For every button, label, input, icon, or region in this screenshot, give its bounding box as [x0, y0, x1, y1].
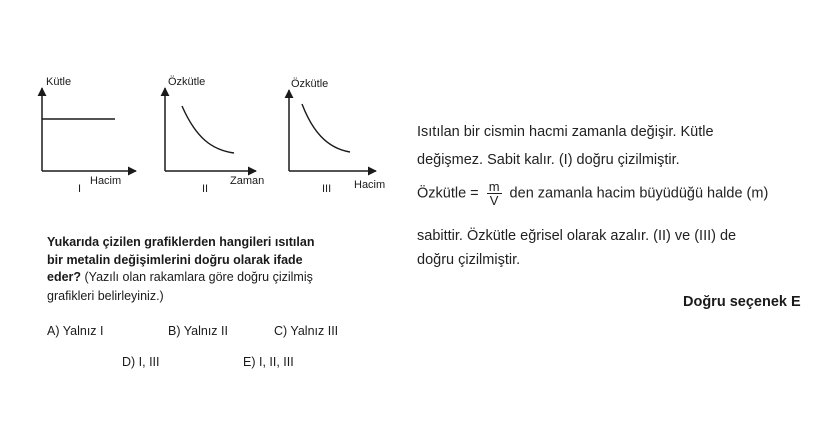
graph-1-numeral: I [78, 183, 82, 195]
question-line-4: grafikleri belirleyiniz.) [47, 289, 164, 303]
graph-1 [42, 76, 136, 195]
graph-1-x-label: Hacim [90, 175, 122, 187]
formula-prefix: Özkütle = [417, 185, 483, 202]
graph-2-curve [182, 106, 234, 153]
question-line-3 [47, 269, 313, 285]
solution-line-2: değişmez. Sabit kalır. (I) doğru çizilmiştir. [417, 152, 680, 168]
question-line-2: bir metalin değişimlerini doğru olarak ifade [47, 253, 303, 267]
graph-3-numeral: III [322, 183, 332, 195]
option-d[interactable]: D) I, III [122, 355, 160, 369]
option-e[interactable]: E) I, II, III [243, 355, 294, 369]
graph-3-curve [302, 104, 350, 152]
question-instruction: (Yazılı olan rakamlara göre doğru çizilmiş [81, 270, 313, 284]
solution-line-1: Isıtılan bir cismin hacmi zamanla değişir. Kütle [417, 124, 714, 140]
graph-1-y-label: Kütle [46, 76, 72, 88]
graphs-figure [0, 0, 420, 200]
solution-formula-line [417, 180, 768, 207]
solution-line-5: doğru çizilmiştir. [417, 252, 521, 268]
formula-suffix: den zamanla hacim büyüdüğü halde (m) [505, 185, 769, 202]
option-c[interactable]: C) Yalnız III [274, 324, 339, 338]
option-b[interactable]: B) Yalnız II [168, 324, 228, 338]
graph-2 [165, 76, 264, 195]
graph-2-y-label: Özkütle [168, 76, 206, 88]
graph-2-numeral: II [202, 183, 209, 195]
question-line-1: Yukarıda çizilen grafiklerden hangileri ısıtılan [47, 235, 315, 249]
solution-line-4: sabittir. Özkütle eğrisel olarak azalır. (II) ve (III) de [417, 228, 737, 244]
fraction-denominator: V [489, 193, 499, 208]
graph-3-y-label: Özkütle [291, 78, 329, 90]
correct-answer: Doğru seçenek E [683, 294, 801, 310]
fraction-numerator: m [488, 179, 500, 194]
density-fraction [487, 180, 502, 207]
option-a[interactable]: A) Yalnız I [47, 324, 104, 338]
graph-3 [289, 78, 385, 195]
question-eder: eder? [47, 270, 82, 284]
graph-3-x-label: Hacim [354, 179, 386, 191]
graph-2-x-label: Zaman [230, 175, 265, 187]
